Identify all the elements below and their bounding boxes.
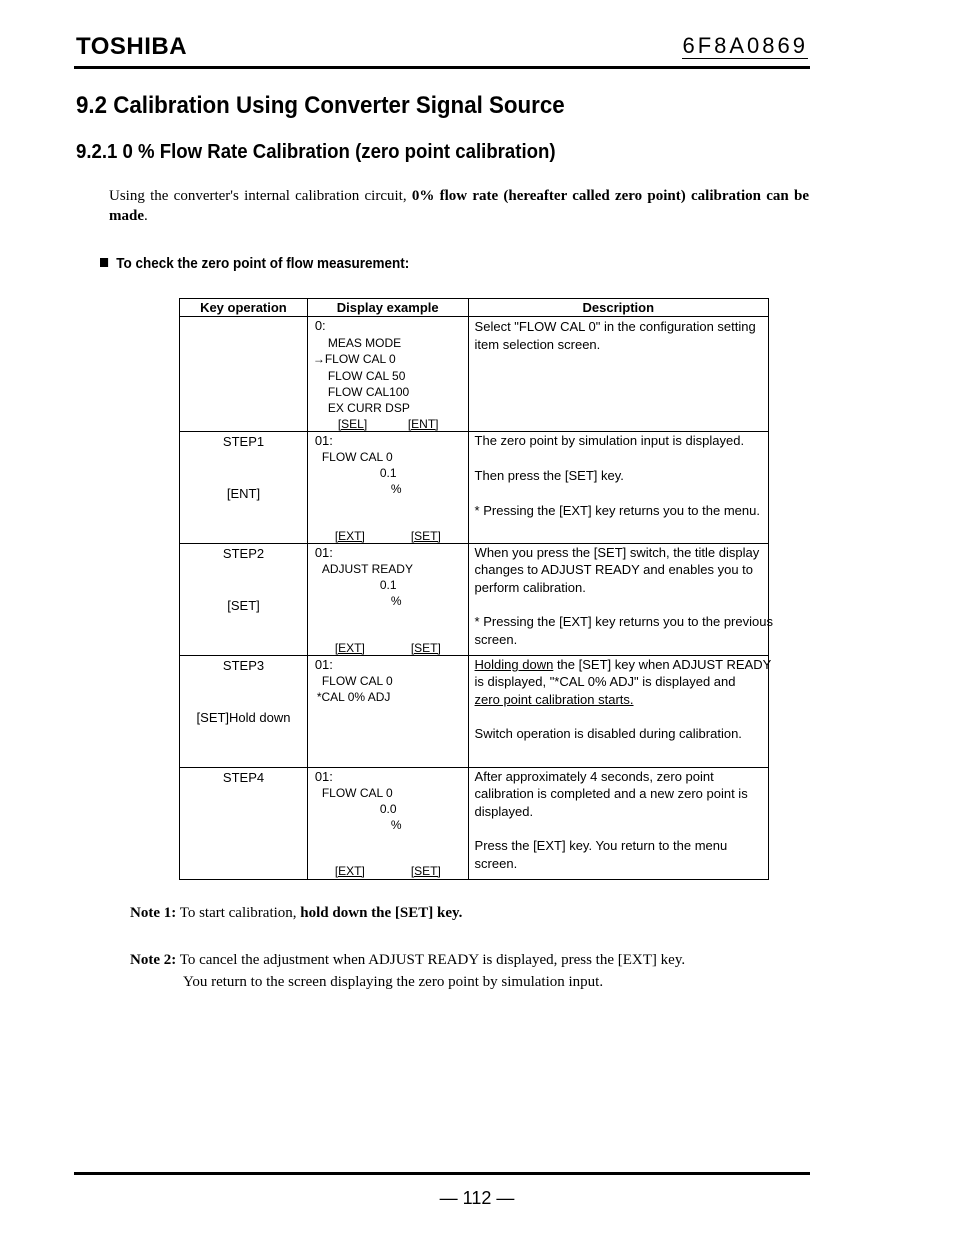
description-cell xyxy=(468,656,772,768)
display-value: 0.1 xyxy=(379,578,397,592)
description-line: The zero point by simulation input is displayed. xyxy=(474,433,745,448)
footer-rule xyxy=(74,1172,810,1175)
display-unit: % xyxy=(390,594,402,608)
column-header-display-example: Display example xyxy=(307,299,468,317)
column-header-key-operation: Key operation xyxy=(180,299,308,317)
softkey-ext: [EXT] xyxy=(334,864,365,878)
description-line: screen. xyxy=(474,632,518,647)
softkey-ext: [EXT] xyxy=(334,641,365,655)
intro-text: Using the converter's internal calibration circuit, xyxy=(109,188,407,204)
display-line: 01: xyxy=(314,657,333,672)
underlined-text: Holding down xyxy=(474,657,554,672)
table-header-row xyxy=(180,299,769,317)
key-operation-cell xyxy=(180,768,308,880)
display-line: FLOW CAL 50 xyxy=(327,369,406,383)
key-label: [SET] xyxy=(227,598,260,613)
description-line: item selection screen. xyxy=(474,337,601,352)
softkey-ent: [ENT] xyxy=(407,417,439,431)
description-line: screen. xyxy=(474,856,518,871)
softkey-set: [SET] xyxy=(410,641,441,655)
description-line: Press the [EXT] key. You return to the menu xyxy=(474,838,728,853)
description-line: * Pressing the [EXT] key returns you to the previous xyxy=(474,614,773,629)
display-value: 0.1 xyxy=(379,466,397,480)
step-label: STEP2 xyxy=(222,546,265,561)
key-label: [ENT] xyxy=(226,486,261,501)
description-line: changes to ADJUST READY and enables you to xyxy=(474,562,754,577)
description-cell xyxy=(468,544,773,656)
display-line: →FLOW CAL 0 xyxy=(312,352,396,366)
display-line: 01: xyxy=(314,769,333,784)
softkey-set: [SET] xyxy=(410,529,441,543)
softkey-sel: [SEL] xyxy=(337,417,368,431)
note-1-label: Note 1: xyxy=(130,905,177,921)
display-line: ADJUST READY xyxy=(321,562,413,576)
display-line: EX CURR DSP xyxy=(327,401,410,415)
note-1-text: To start calibration, xyxy=(176,905,301,921)
table-row xyxy=(180,768,769,880)
description-line: perform calibration. xyxy=(474,580,586,595)
display-example-cell xyxy=(307,544,468,656)
note-1-bold-text: hold down the [SET] key. xyxy=(300,905,463,921)
description-cell xyxy=(468,317,768,432)
description-cell xyxy=(468,768,768,880)
key-operation-cell xyxy=(180,656,308,768)
note-2-line-2: You return to the screen displaying the zero point by simulation input. xyxy=(183,974,604,990)
softkey-set: [SET] xyxy=(410,864,441,878)
display-line: FLOW CAL 0 xyxy=(321,674,393,688)
description-line: displayed. xyxy=(474,804,534,819)
step-label: STEP1 xyxy=(222,434,265,449)
page-number: — 112 — xyxy=(439,1188,515,1208)
description-cell xyxy=(468,432,768,544)
description-line: calibration is completed and a new zero point is xyxy=(474,786,748,801)
display-line: 01: xyxy=(314,433,333,448)
intro-period: . xyxy=(144,208,148,224)
column-header-description: Description xyxy=(468,299,768,317)
display-line: *CAL 0% ADJ xyxy=(316,690,391,704)
header-rule xyxy=(74,66,810,69)
note-2-label: Note 2: xyxy=(130,952,177,968)
display-example-cell xyxy=(307,432,468,544)
display-line: FLOW CAL 0 xyxy=(321,450,393,464)
step-label: STEP3 xyxy=(222,658,265,673)
document-number: 6F8A0869 xyxy=(682,33,808,58)
bullet-heading-text: To check the zero point of flow measurement: xyxy=(116,255,410,272)
display-line: FLOW CAL 0 xyxy=(321,786,393,800)
display-line: FLOW CAL100 xyxy=(327,385,410,399)
description-line: * Pressing the [EXT] key returns you to the menu. xyxy=(474,503,760,518)
note-2-line-1: To cancel the adjustment when ADJUST READY is displayed, press the [EXT] key. xyxy=(176,952,686,968)
description-text: the [SET] key when ADJUST READY xyxy=(553,657,772,672)
section-title: 9.2 Calibration Using Converter Signal Source xyxy=(76,92,565,119)
table-row xyxy=(180,317,769,432)
key-operation-cell xyxy=(180,432,308,544)
description-line: Select "FLOW CAL 0" in the configuration setting xyxy=(474,319,756,334)
display-line: 01: xyxy=(314,545,333,560)
display-example-cell xyxy=(307,768,468,880)
display-value: 0.0 xyxy=(379,802,397,816)
intro-paragraph xyxy=(109,186,809,226)
brand-logo: TOSHIBA xyxy=(76,33,188,60)
softkey-ext: [EXT] xyxy=(334,529,365,543)
description-line xyxy=(475,657,772,673)
description-line: Switch operation is disabled during calibration. xyxy=(474,726,742,741)
procedure-table xyxy=(179,298,773,880)
step-label: STEP4 xyxy=(222,770,265,785)
table-row xyxy=(180,432,769,544)
description-line: When you press the [SET] switch, the title display xyxy=(474,545,760,560)
square-bullet-icon xyxy=(100,258,108,267)
subsection-title: 9.2.1 0 % Flow Rate Calibration (zero point calibration) xyxy=(76,141,556,163)
display-unit: % xyxy=(390,482,402,496)
display-line: 0: xyxy=(314,318,326,333)
bullet-heading xyxy=(100,255,409,272)
note-2 xyxy=(130,949,685,993)
description-line: After approximately 4 seconds, zero point xyxy=(474,769,714,784)
description-line: is displayed, "*CAL 0% ADJ" is displayed and xyxy=(474,674,736,689)
display-line: MEAS MODE xyxy=(327,336,402,350)
intro-bold-text: 0% flow rate (hereafter called zero point) calibration can be made xyxy=(109,188,809,224)
display-example-cell xyxy=(307,317,468,432)
key-label: [SET]Hold down xyxy=(196,710,291,725)
table-row xyxy=(180,656,769,768)
description-line: Then press the [SET] key. xyxy=(474,468,624,483)
description-line: zero point calibration starts. xyxy=(474,692,634,707)
key-operation-cell xyxy=(180,544,308,656)
display-unit: % xyxy=(390,818,402,832)
table-row xyxy=(180,544,769,656)
note-1 xyxy=(130,905,462,922)
display-example-cell xyxy=(307,656,468,768)
key-operation-cell xyxy=(180,317,308,432)
